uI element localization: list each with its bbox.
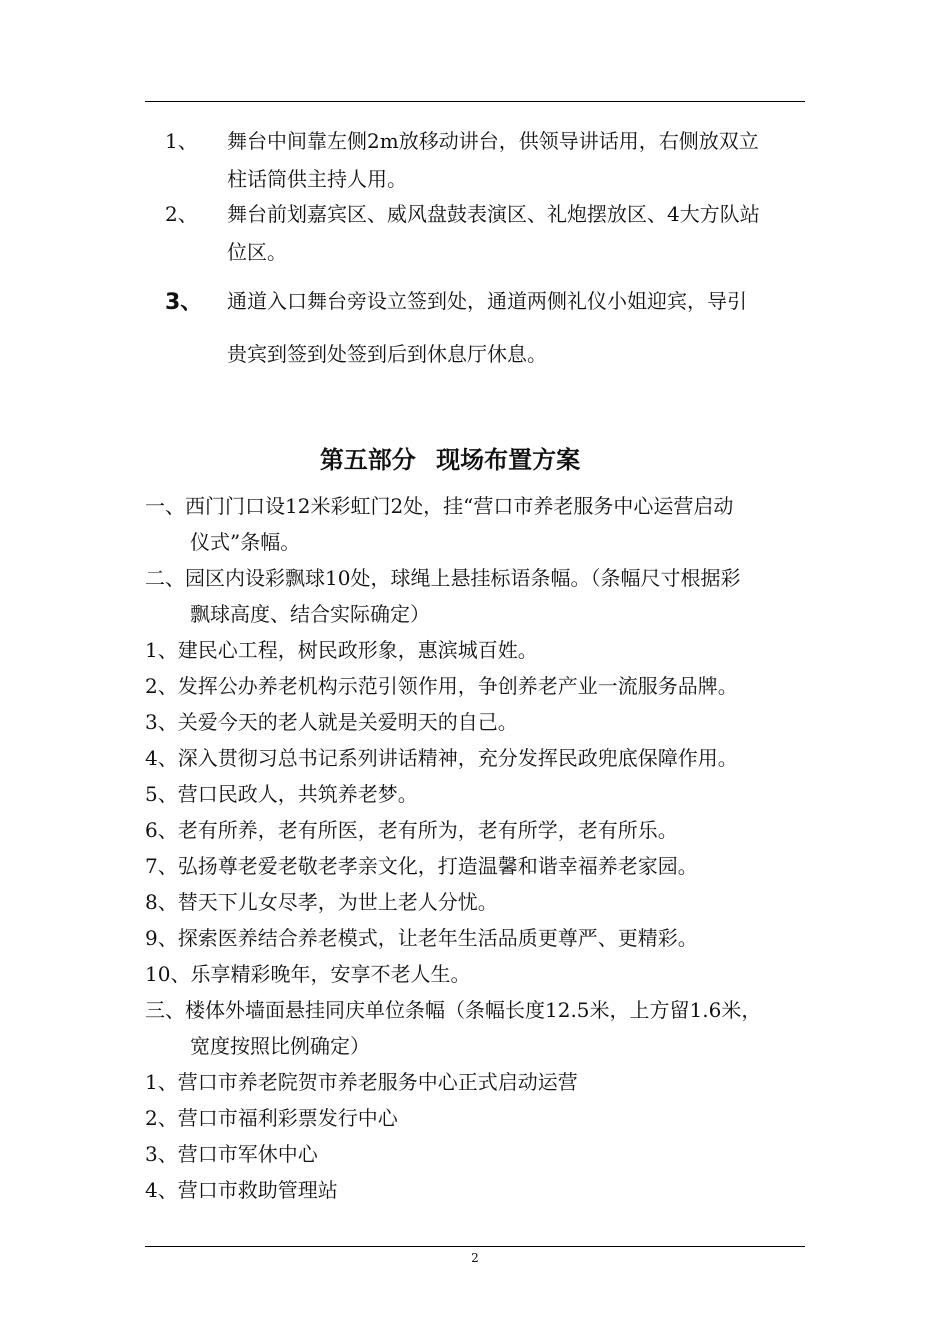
text-line: 飘球高度、结合实际确定）	[190, 602, 430, 626]
text-line: 4、营口市救助管理站	[145, 1178, 338, 1202]
section-heading: 第五部分 现场布置方案	[319, 446, 581, 474]
text-line: 10、乐享精彩晚年，安享不老人生。	[145, 962, 471, 986]
text-line: 7、弘扬尊老爱老敬老孝亲文化，打造温馨和谐幸福养老家园。	[145, 854, 698, 878]
item-number: 3、	[165, 290, 203, 315]
item-number: 1、	[165, 129, 198, 153]
text-line: 6、老有所养，老有所医，老有所为，老有所学，老有所乐。	[145, 818, 678, 842]
text-line: 三、楼体外墙面悬挂同庆单位条幅（条幅长度12.5米，上方留1.6米，	[145, 998, 762, 1022]
item-text-line: 贵宾到签到处签到后到休息厅休息。	[227, 342, 547, 366]
text-line: 1、建民心工程，树民政形象，惠滨城百姓。	[145, 638, 538, 662]
text-line: 二、园区内设彩飘球10处，球绳上悬挂标语条幅。（条幅尺寸根据彩	[145, 566, 741, 590]
item-text-line: 位区。	[227, 240, 287, 264]
text-line: 5、营口民政人，共筑养老梦。	[145, 782, 418, 806]
text-line: 8、替天下儿女尽孝，为世上老人分忧。	[145, 890, 498, 914]
text-line: 2、营口市福利彩票发行中心	[145, 1106, 398, 1130]
item-text-line: 舞台中间靠左侧2m放移动讲台，供领导讲话用，右侧放双立	[227, 129, 759, 153]
text-line: 宽度按照比例确定）	[190, 1034, 370, 1058]
item-text-line: 通道入口舞台旁设立签到处，通道两侧礼仪小姐迎宾，导引	[227, 289, 747, 313]
header-rule	[145, 101, 805, 102]
footer-rule	[145, 1246, 805, 1247]
text-line: 4、深入贯彻习总书记系列讲话精神，充分发挥民政兜底保障作用。	[145, 746, 738, 770]
item-text-line: 舞台前划嘉宾区、威风盘鼓表演区、礼炮摆放区、4大方队站	[227, 202, 760, 226]
text-line: 2、发挥公办养老机构示范引领作用，争创养老产业一流服务品牌。	[145, 674, 738, 698]
text-line: 3、营口市军休中心	[145, 1142, 318, 1166]
text-line: 3、关爱今天的老人就是关爱明天的自己。	[145, 710, 518, 734]
item-number: 2、	[165, 202, 198, 226]
text-line: 一、西门门口设12米彩虹门2处，挂“营口市养老服务中心运营启动	[145, 494, 734, 518]
text-line: 1、营口市养老院贺市养老服务中心正式启动运营	[145, 1070, 578, 1094]
text-line: 仪式”条幅。	[190, 530, 301, 554]
item-text-line: 柱话筒供主持人用。	[227, 167, 407, 191]
page-number: 2	[471, 1251, 479, 1265]
text-line: 9、探索医养结合养老模式，让老年生活品质更尊严、更精彩。	[145, 926, 698, 950]
